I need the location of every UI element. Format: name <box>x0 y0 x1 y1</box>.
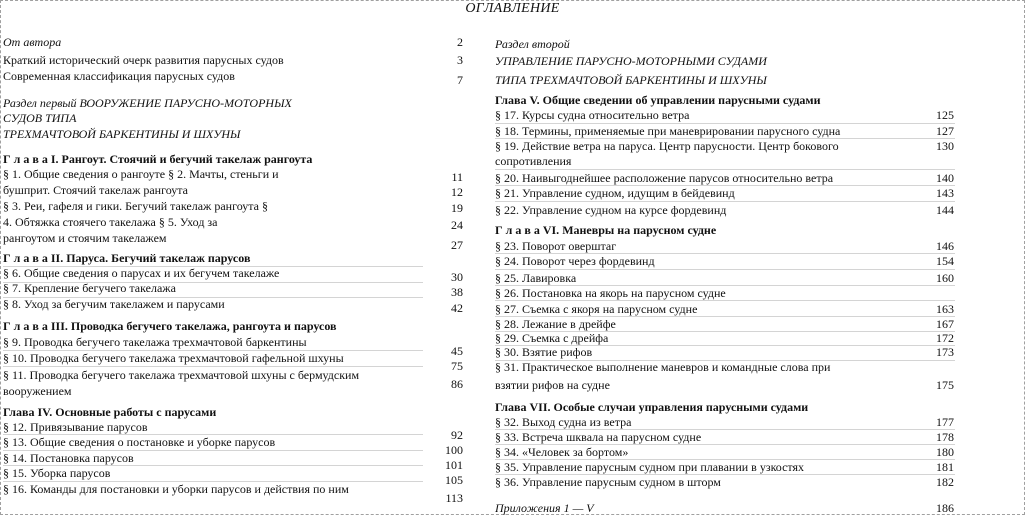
toc-entry-text: § 32. Выход судна из ветра <box>495 415 632 429</box>
toc-entry-text: § 19. Действие ветра на паруса. Центр парусности. Центр бокового <box>495 139 839 153</box>
divider <box>495 269 955 270</box>
toc-entry-page: 173 <box>936 345 954 359</box>
toc-entry-text: рангоутом и стоячим такелажем <box>3 231 167 245</box>
toc-entry-page: 182 <box>936 475 954 489</box>
toc-entry-text: § 17. Курсы судна относительно ветра <box>495 108 690 122</box>
toc-entry-text: сопротивления <box>495 154 572 168</box>
toc-entry-text: § 22. Управление судном на курсе фордевинд <box>495 203 727 217</box>
chapter-title: Особые случаи управления парусными судами <box>553 400 809 414</box>
chapter-title: Маневры на парусном судне <box>562 223 717 237</box>
toc-entry-text: § 30. Взятие рифов <box>495 345 593 359</box>
chapter-heading <box>3 405 216 420</box>
toc-entry-text: § 7. Крепление бегучего такелажа <box>3 281 176 295</box>
chapter-heading <box>3 251 250 266</box>
section-prefix: Раздел первый <box>3 96 77 110</box>
toc-entry-page: 181 <box>936 460 954 474</box>
chapter-prefix: Г л а в а VI. <box>495 223 560 237</box>
chapter-heading <box>495 400 808 415</box>
toc-entry-page: 19 <box>451 201 463 215</box>
toc-entry-text: § 14. Постановка парусов <box>3 451 134 465</box>
chapter-heading <box>3 152 312 167</box>
chapter-prefix: Г л а в а II. <box>3 251 64 265</box>
toc-entry-page: 163 <box>936 302 954 316</box>
chapter-prefix: Г л а в а III. <box>3 319 68 333</box>
toc-entry-page: 38 <box>451 285 463 299</box>
chapter-heading <box>495 93 820 108</box>
toc-entry-page: 45 <box>451 344 463 358</box>
toc-entry-text: § 15. Уборка парусов <box>3 466 111 480</box>
toc-entry-page: 175 <box>936 378 954 392</box>
toc-entry-text: § 20. Наивыгоднейшее расположение парусов относительно ветра <box>495 171 834 185</box>
toc-entry-page: 140 <box>936 171 954 185</box>
section-title-line: ТИПА ТРЕХМАЧТОВОЙ БАРКЕНТИНЫ И ШХУНЫ <box>495 73 767 87</box>
toc-entry-page: 160 <box>936 271 954 285</box>
chapter-title: Паруса. Бегучий такелаж парусов <box>66 251 251 265</box>
toc-entry-page: 125 <box>936 108 954 122</box>
page-title: ОГЛАВЛЕНИЕ <box>465 1 560 16</box>
toc-entry-text: § 33. Встреча шквала на парусном судне <box>495 430 702 444</box>
toc-entry-page: 113 <box>445 491 463 505</box>
divider <box>495 300 955 301</box>
toc-entry-page: 30 <box>451 270 463 284</box>
toc-entry-page: 143 <box>936 186 954 200</box>
chapter-title: Проводка бегучего такелажа, рангоута и парусов <box>70 319 337 333</box>
chapter-prefix: Глава VII. <box>495 400 551 414</box>
toc-entry-text: § 10. Проводка бегучего такелажа трехмачтовой гафельной шхуны <box>3 351 344 365</box>
chapter-heading <box>3 319 337 334</box>
chapter-title: Основные работы с парусами <box>55 405 217 419</box>
chapter-prefix: Г л а в а I. <box>3 152 59 166</box>
toc-entry-page: 177 <box>936 415 954 429</box>
toc-entry-page: 75 <box>451 359 463 373</box>
toc-entry-text: § 36. Управление парусным судном в шторм <box>495 475 721 489</box>
toc-entry-text: От автора <box>3 35 62 49</box>
toc-entry-text: § 8. Уход за бегучим такелажем и парусами <box>3 297 225 311</box>
section-title-line: СУДОВ ТИПА <box>3 111 77 125</box>
toc-entry-page: 180 <box>936 445 954 459</box>
toc-entry-page: 92 <box>451 428 463 442</box>
toc-entry-page: 130 <box>936 139 954 153</box>
toc-entry-text: § 34. «Человек за бортом» <box>495 445 629 459</box>
toc-entry-page: 144 <box>936 203 954 217</box>
chapter-title: Рангоут. Стоячий и бегучий такелаж рангоута <box>61 152 313 166</box>
toc-entry-page: 2 <box>457 35 463 49</box>
toc-entry-page: 3 <box>457 53 463 67</box>
toc-entry-page: 178 <box>936 430 954 444</box>
divider <box>3 366 423 367</box>
toc-entry-text: Современная классификация парусных судов <box>3 69 235 83</box>
chapter-prefix: Глава V. <box>495 93 540 107</box>
section-heading <box>3 96 292 111</box>
toc-entry-text: § 27. Съемка с якоря на парусном судне <box>495 302 698 316</box>
toc-entry-page: 167 <box>936 317 954 331</box>
toc-entry-text: вооружением <box>3 384 72 398</box>
toc-entry-text: § 23. Поворот оверштаг <box>495 239 617 253</box>
toc-entry-text: § 13. Общие сведения о постановке и уборке парусов <box>3 435 276 449</box>
toc-entry-text: § 16. Команды для постановки и уборки парусов и действия по ним <box>3 482 349 496</box>
toc-entry-page: 42 <box>451 301 463 315</box>
toc-entry-page: 105 <box>445 473 463 487</box>
toc-entry-text: § 3. Реи, гафеля и гики. Бегучий такелаж рангоута § <box>3 199 268 213</box>
toc-entry-text: § 1. Общие сведения о рангоуте § 2. Мачты, стеньги и <box>3 167 279 181</box>
toc-entry-page: 146 <box>936 239 954 253</box>
toc-entry-text: § 18. Термины, применяемые при маневрировании парусного судна <box>495 124 841 138</box>
toc-entry-text: § 35. Управление парусным судном при плавании в узкостях <box>495 460 805 474</box>
toc-entry-page: 127 <box>936 124 954 138</box>
toc-entry-page: 100 <box>445 443 463 457</box>
appendix-page: 186 <box>936 501 954 515</box>
toc-entry-page: 27 <box>451 238 463 252</box>
toc-entry-page: 172 <box>936 331 954 345</box>
toc-entry-text: § 21. Управление судном, идущим в бейдевинд <box>495 186 735 200</box>
toc-entry-page: 11 <box>451 170 463 184</box>
appendix-entry: Приложения 1 — V <box>495 501 594 515</box>
toc-entry-page: 7 <box>457 73 463 87</box>
toc-entry-text: Краткий исторический очерк развития парусных судов <box>3 53 284 67</box>
toc-entry-text: § 26. Постановка на якорь на парусном судне <box>495 286 726 300</box>
section-title-line: УПРАВЛЕНИЕ ПАРУСНО-МОТОРНЫМИ СУДАМИ <box>495 54 767 68</box>
toc-entry-text: § 12. Привязывание парусов <box>3 420 148 434</box>
chapter-heading <box>495 223 716 238</box>
section-prefix: Раздел второй <box>495 37 570 51</box>
toc-entry-text: § 6. Общие сведения о парусах и их бегучем такелаже <box>3 266 280 280</box>
toc-entry-page: 12 <box>451 185 463 199</box>
toc-entry-text: бушприт. Стоячий такелаж рангоута <box>3 183 188 197</box>
section-title-line: ТРЕХМАЧТОВОЙ БАРКЕНТИНЫ И ШХУНЫ <box>3 127 241 141</box>
section-title-line: ВООРУЖЕНИЕ ПАРУСНО-МОТОРНЫХ <box>79 96 292 110</box>
toc-entry-text: 4. Обтяжка стоячего такелажа § 5. Уход за <box>3 215 218 229</box>
toc-entry-text: § 9. Проводка бегучего такелажа трехмачтовой баркентины <box>3 335 307 349</box>
toc-entry-text: § 31. Практическое выполнение маневров и командные слова при <box>495 360 831 374</box>
toc-entry-page: 154 <box>936 254 954 268</box>
divider <box>495 169 955 170</box>
toc-entry-page: 24 <box>451 218 463 232</box>
toc-entry-text: § 11. Проводка бегучего такелажа трехмачтовой шхуны с бермудским <box>3 368 360 382</box>
divider <box>495 201 955 202</box>
toc-entry-text: § 25. Лавировка <box>495 271 577 285</box>
toc-entry-page: 101 <box>445 458 463 472</box>
toc-entry-text: взятии рифов на судне <box>495 378 610 392</box>
chapter-prefix: Глава IV. <box>3 405 53 419</box>
chapter-title: Общие сведении об управлении парусными судами <box>542 93 821 107</box>
toc-entry-text: § 24. Поворот через фордевинд <box>495 254 655 268</box>
toc-entry-page: 86 <box>451 377 463 391</box>
toc-entry-text: § 29. Съемка с дрейфа <box>495 331 609 345</box>
toc-entry-text: § 28. Лежание в дрейфе <box>495 317 616 331</box>
